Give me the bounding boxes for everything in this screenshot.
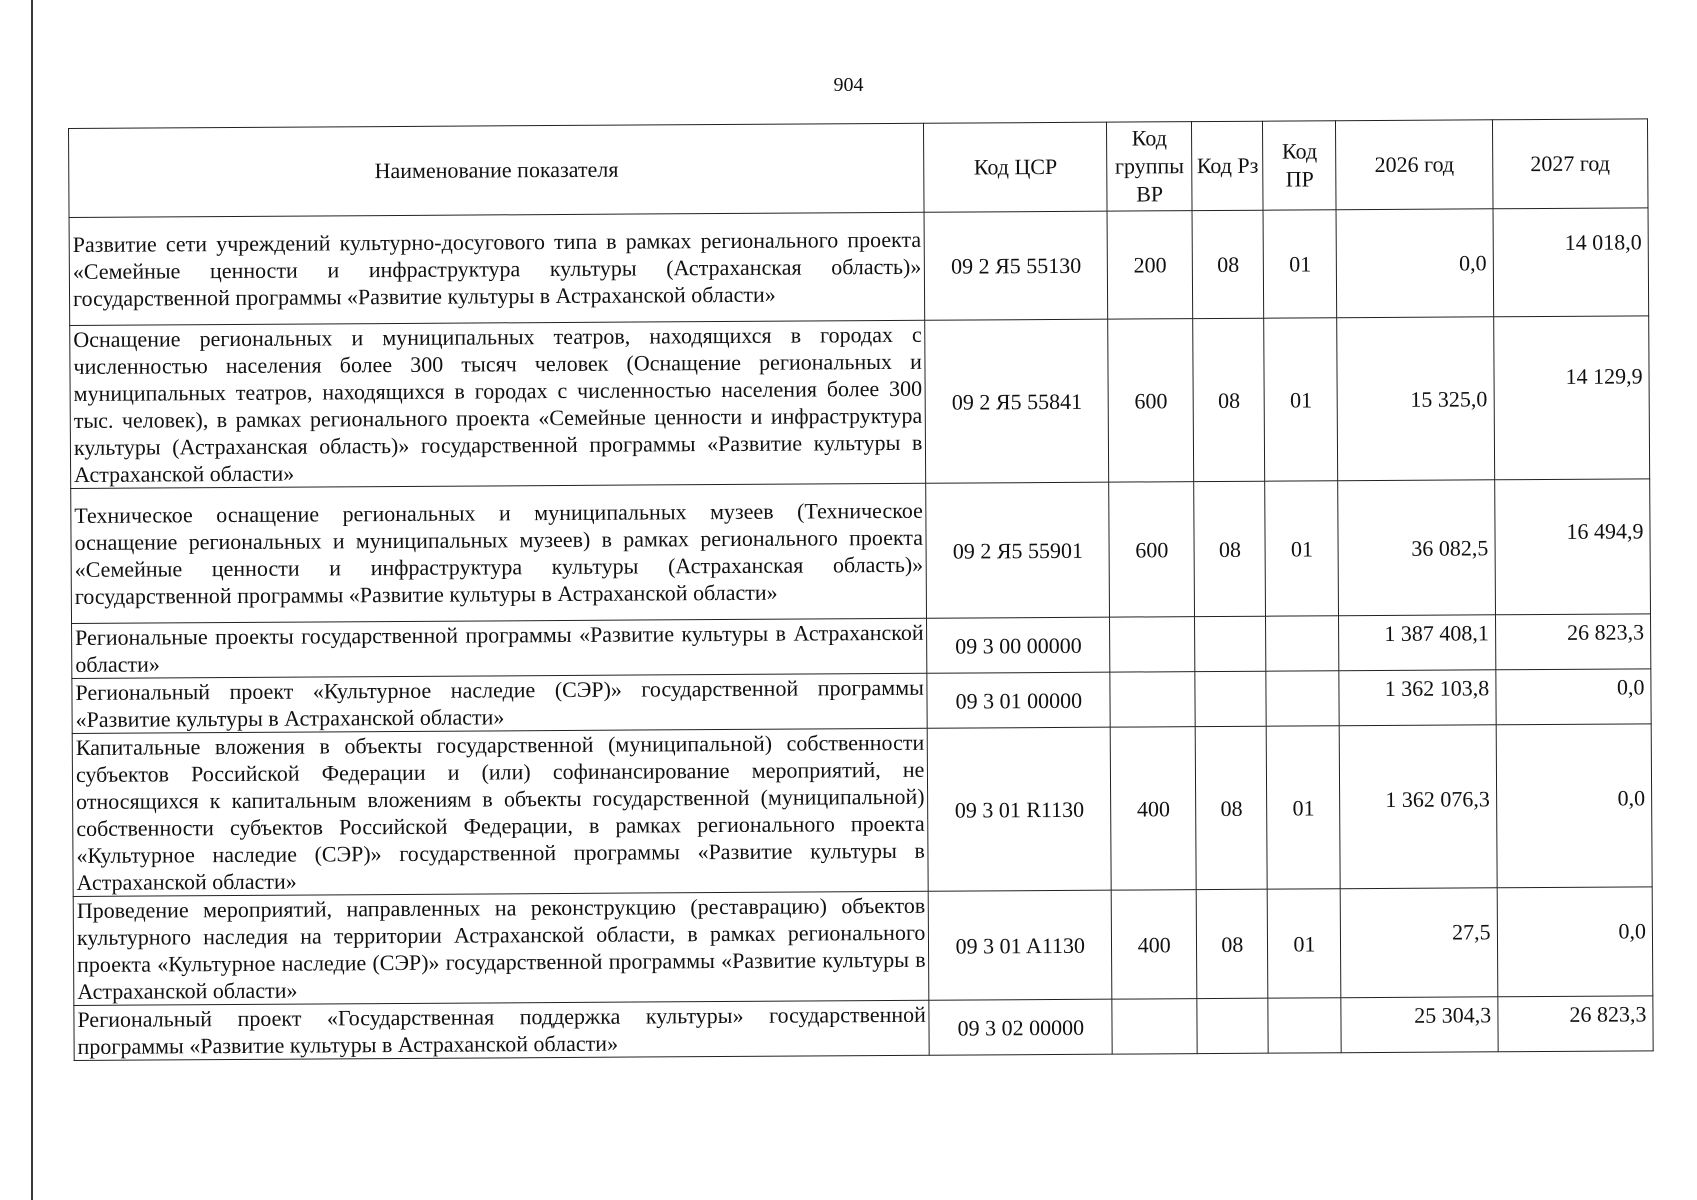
header-csr: Код ЦСР bbox=[924, 122, 1107, 212]
row-2026: 1 362 103,8 bbox=[1339, 670, 1496, 726]
table-row bbox=[72, 614, 1651, 679]
row-rz: 08 bbox=[1192, 210, 1264, 318]
row-name: Региональные проекты государственной программы «Развитие культуры в Астраханской области» bbox=[72, 618, 928, 678]
row-vr: 400 bbox=[1111, 890, 1197, 1000]
row-csr: 09 2 Я5 55901 bbox=[926, 482, 1109, 618]
table-row bbox=[69, 208, 1649, 326]
row-vr: 200 bbox=[1107, 211, 1193, 320]
row-csr: 09 3 01 R1130 bbox=[928, 727, 1112, 891]
header-name: Наименование показателя bbox=[69, 123, 925, 217]
row-rz bbox=[1195, 616, 1266, 671]
row-name: Региональный проект «Государственная поддержка культуры» государственной программы «Развитие культуры в Астраханской области» bbox=[74, 1000, 930, 1060]
row-pr: 01 bbox=[1265, 481, 1339, 616]
row-pr: 01 bbox=[1263, 210, 1337, 318]
row-name: Оснащение региональных и муниципальных театров, находящихся в городах с численностью населения более 300 тысяч человек (Оснащение региональных и муниципальных театров, находящихся в городах с численностью населения более 300 тыс. человек), в рамках регионального проекта «Семейные ценности и инфраструктура культуры (Астраханская область)» государственной программы «Развитие культуры в Астраханской области» bbox=[70, 320, 926, 488]
row-rz: 08 bbox=[1194, 481, 1266, 616]
row-pr bbox=[1266, 616, 1339, 671]
row-pr bbox=[1268, 998, 1341, 1053]
row-2027: 14 129,9 bbox=[1493, 316, 1649, 480]
row-2026: 1 362 076,3 bbox=[1340, 725, 1497, 889]
row-vr: 400 bbox=[1110, 727, 1196, 891]
row-2026: 25 304,3 bbox=[1341, 997, 1498, 1053]
row-rz: 08 bbox=[1196, 726, 1268, 889]
table-row bbox=[72, 669, 1651, 734]
row-csr: 09 3 01 00000 bbox=[927, 672, 1110, 728]
page-number: 904 bbox=[833, 74, 864, 96]
row-rz bbox=[1197, 998, 1268, 1053]
row-2026: 27,5 bbox=[1341, 888, 1498, 998]
row-csr: 09 3 00 00000 bbox=[927, 617, 1110, 673]
budget-table bbox=[68, 118, 1654, 1061]
row-csr: 09 3 02 00000 bbox=[929, 999, 1112, 1055]
row-2026: 0,0 bbox=[1336, 209, 1493, 318]
row-name: Техническое оснащение региональных и муниципальных музеев (Техническое оснащение региональных и муниципальных музеев) в рамках регионального проекта «Семейные ценности и инфраструктура культуры (Астраханская область)» государственной программы «Развитие культуры в Астраханской области» bbox=[71, 483, 927, 623]
header-vr: Код группы ВР bbox=[1107, 122, 1193, 212]
row-vr bbox=[1110, 617, 1196, 673]
table-row bbox=[73, 887, 1653, 1006]
row-vr bbox=[1112, 999, 1198, 1055]
table-row bbox=[71, 479, 1651, 624]
scan-edge-line bbox=[31, 0, 33, 1200]
row-csr: 09 3 01 A1130 bbox=[929, 890, 1112, 1000]
row-2027: 0,0 bbox=[1496, 724, 1652, 888]
table-header-row bbox=[69, 119, 1649, 218]
row-vr bbox=[1110, 672, 1196, 728]
row-rz: 08 bbox=[1197, 889, 1269, 998]
row-csr: 09 2 Я5 55130 bbox=[924, 211, 1107, 320]
row-2026: 1 387 408,1 bbox=[1339, 615, 1496, 671]
row-2027: 0,0 bbox=[1496, 669, 1652, 725]
row-csr: 09 2 Я5 55841 bbox=[925, 319, 1109, 483]
row-2027: 14 018,0 bbox=[1493, 208, 1649, 317]
row-2027: 26 823,3 bbox=[1498, 996, 1654, 1052]
header-pr: Код ПР bbox=[1263, 121, 1337, 210]
row-name: Проведение мероприятий, направленных на реконструкцию (реставрацию) объектов культурного наследия на территории Астраханской области, в рамках регионального проекта «Культурное наследие (СЭР)» государственной программы «Развитие культуры в Астраханской области» bbox=[73, 891, 929, 1005]
row-2027: 0,0 bbox=[1497, 887, 1653, 997]
row-rz bbox=[1195, 671, 1266, 726]
header-rz: Код Рз bbox=[1192, 121, 1264, 210]
header-2027: 2027 год bbox=[1492, 119, 1648, 209]
row-rz: 08 bbox=[1193, 318, 1265, 481]
table-row bbox=[72, 724, 1652, 897]
row-name: Капитальные вложения в объекты государственной (муниципальной) собственности субъектов Российской Федерации и (или) софинансирование мероприятий, не относящихся к капитальным вложениям в объекты государственной (муниципальной) собственности субъектов Российской Федерации, в рамках регионального проекта «Культурное наследие (СЭР)» государственной программы «Развитие культуры в Астраханской области» bbox=[72, 728, 928, 896]
row-pr: 01 bbox=[1268, 889, 1342, 998]
row-pr: 01 bbox=[1267, 726, 1341, 889]
row-name: Региональный проект «Культурное наследие (СЭР)» государственной программы «Развитие культуры в Астраханской области» bbox=[72, 673, 928, 733]
row-vr: 600 bbox=[1108, 319, 1194, 483]
row-vr: 600 bbox=[1109, 482, 1195, 618]
row-name: Развитие сети учреждений культурно-досугового типа в рамках регионального проекта «Семейные ценности и инфраструктура культуры (Астраханская область)» государственной программы «Развитие культуры в Астраханской области» bbox=[69, 212, 925, 325]
table-row bbox=[74, 996, 1653, 1061]
row-2027: 16 494,9 bbox=[1494, 479, 1650, 615]
row-2026: 36 082,5 bbox=[1338, 480, 1495, 616]
row-pr: 01 bbox=[1264, 318, 1338, 481]
table-row bbox=[70, 316, 1650, 489]
row-pr bbox=[1266, 671, 1339, 726]
row-2026: 15 325,0 bbox=[1337, 317, 1494, 481]
row-2027: 26 823,3 bbox=[1495, 614, 1651, 670]
header-2026: 2026 год bbox=[1336, 120, 1493, 210]
